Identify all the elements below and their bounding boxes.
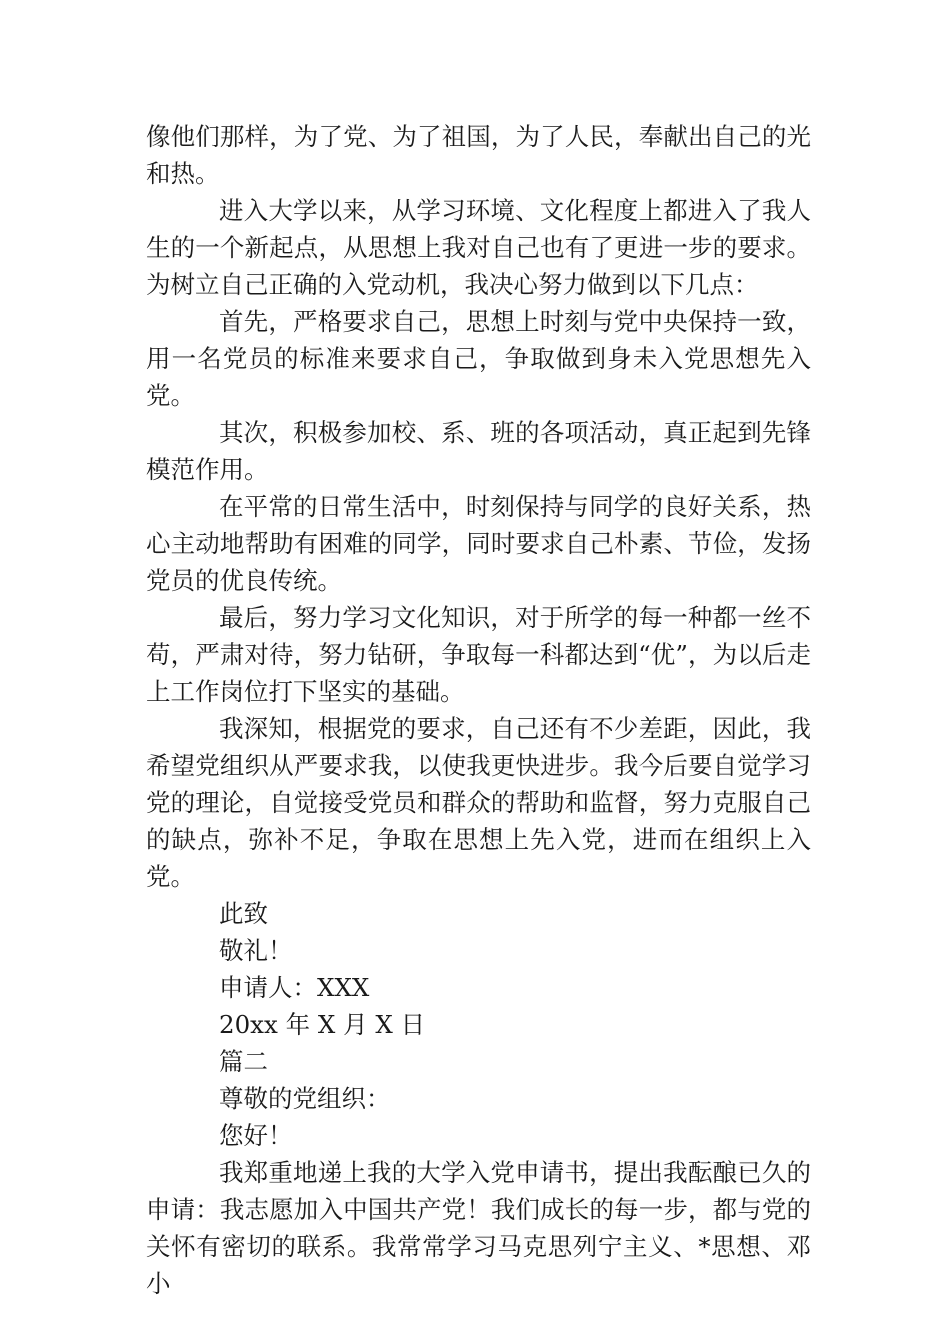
paragraph-university: 进入大学以来，从学习环境、文化程度上都进入了我人生的一个新起点，从思想上我对自己也有了更进一步的要求。为树立自己正确的入党动机，我决心努力做到以下几点： — [146, 196, 811, 299]
paragraph-application: 我郑重地递上我的大学入党申请书，提出我酝酿已久的申请：我志愿加入中国共产党！我们成长的每一步，都与党的关怀有密切的联系。我常常学习马克思列宁主义、*思想、邓小 — [146, 1158, 811, 1298]
paragraph-first: 首先，严格要求自己，思想上时刻与党中央保持一致，用一名党员的标准来要求自己，争取做到身未入党思想先入党。 — [146, 307, 811, 410]
greeting-recipient: 尊敬的党组织： — [219, 1084, 391, 1113]
date-line: 20xx 年 X 月 X 日 — [219, 1010, 426, 1039]
applicant-line: 申请人：XXX — [219, 973, 370, 1002]
paragraph-continuation: 像他们那样，为了党、为了祖国，为了人民，奉献出自己的光和热。 — [146, 122, 811, 188]
paragraph-daily-life: 在平常的日常生活中，时刻保持与同学的良好关系，热心主动地帮助有困难的同学，同时要求自己朴素、节俭，发扬党员的优良传统。 — [146, 492, 811, 595]
greeting-line: 您好！ — [219, 1121, 293, 1150]
section-label: 篇二 — [219, 1047, 268, 1076]
paragraph-self-awareness: 我深知，根据党的要求，自己还有不少差距，因此，我希望党组织从严要求我，以使我更快进步。我今后要自觉学习党的理论，自觉接受党员和群众的帮助和监督，努力克服自己的缺点，弥补不足，争取在思想上先入党，进而在组织上入党。 — [146, 714, 811, 891]
document-body — [146, 118, 811, 1302]
salute-line: 敬礼！ — [219, 936, 293, 965]
paragraph-second: 其次，积极参加校、系、班的各项活动，真正起到先锋模范作用。 — [146, 418, 811, 484]
paragraph-finally: 最后，努力学习文化知识，对于所学的每一种都一丝不苟，严肃对待，努力钻研，争取每一科都达到“优”，为以后走上工作岗位打下坚实的基础。 — [146, 603, 811, 706]
closing-line: 此致 — [219, 899, 268, 928]
